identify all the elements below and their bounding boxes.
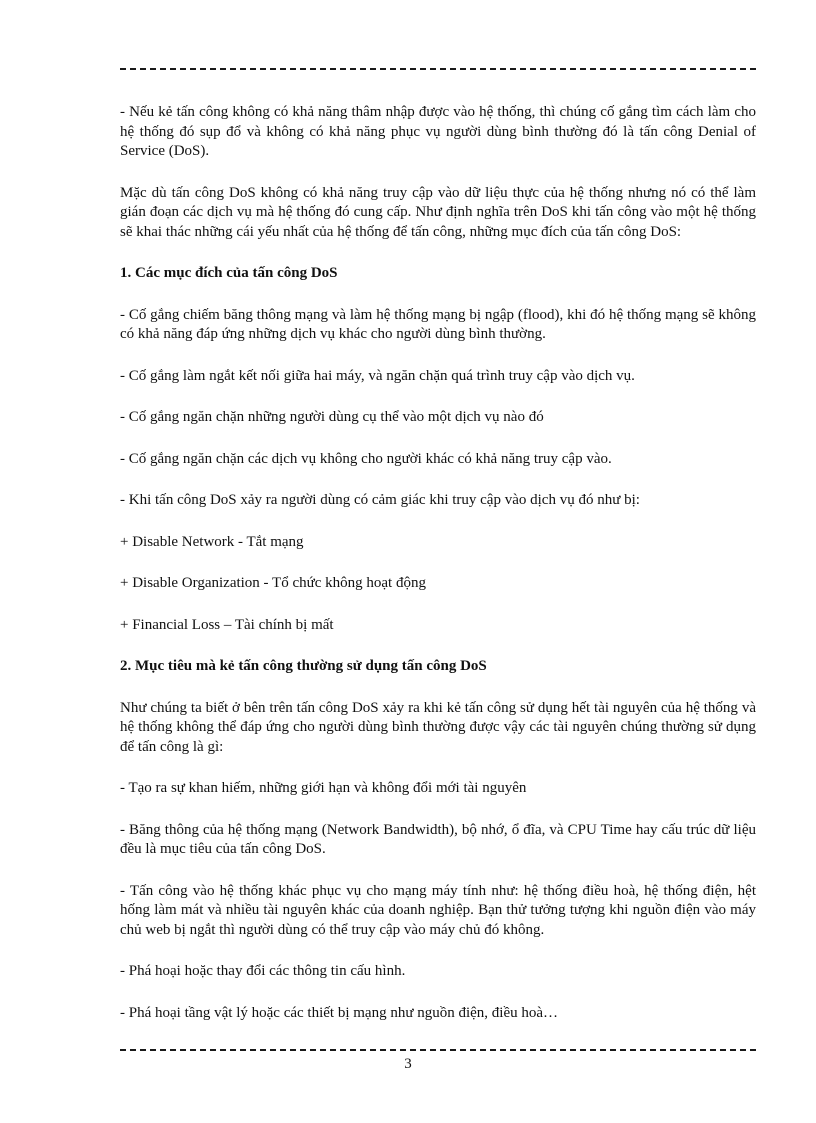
section-heading-purposes: 1. Các mục đích của tấn công DoS [120, 265, 338, 281]
list-item-disable-organization: + Disable Organization - Tổ chức không hoạt động [120, 575, 426, 591]
section-heading-targets: 2. Mục tiêu mà kẻ tấn công thường sử dụng tấn công DoS [120, 658, 487, 674]
header-divider [120, 68, 756, 70]
list-item-user-experience: - Khi tấn công DoS xảy ra người dùng có cảm giác khi truy cập vào dịch vụ đó như bị: [120, 492, 640, 508]
list-item-scarcity: - Tạo ra sự khan hiếm, những giới hạn và không đổi mới tài nguyên [120, 780, 527, 796]
page-number: 3 [404, 1056, 412, 1072]
list-item-financial-loss: + Financial Loss – Tài chính bị mất [120, 616, 334, 633]
footer-divider [120, 1049, 756, 1051]
paragraph-dos-overview: Mặc dù tấn công DoS không có khả năng truy cập vào dữ liệu thực của hệ thống nhưng nó có thể làm gián đoạn các dịch vụ mà hệ thống đó cung cấp. Như định nghĩa trên DoS khi tấn công vào một hệ thống sẽ khai thác những cái yếu nhất của hệ thống để tấn công, những mục đích của tấn công DoS: [120, 184, 756, 240]
list-item-disconnect: - Cố gắng làm ngắt kết nối giữa hai máy, và ngăn chặn quá trình truy cập vào dịch vụ. [120, 367, 635, 384]
list-item-config-tamper: - Phá hoại hoặc thay đổi các thông tin cấu hình. [120, 963, 406, 979]
list-item-infrastructure: - Tấn công vào hệ thống khác phục vụ cho mạng máy tính như: hệ thống điều hoà, hệ thống điện, hệt hống làm mát và nhiều tài nguyên khác của doanh nghiệp. Bạn thử tưởng tượng khi nguồn điện vào máy chủ web bị ngắt thì người dùng có thể truy cập vào máy chủ đó không. [120, 882, 756, 938]
list-item-block-services: - Cố gắng ngăn chặn các dịch vụ không cho người khác có khả năng truy cập vào. [120, 450, 612, 467]
list-item-disable-network: + Disable Network - Tắt mạng [120, 533, 304, 550]
list-item-block-users: - Cố gắng ngăn chặn những người dùng cụ thể vào một dịch vụ nào đó [120, 409, 544, 425]
paragraph-flood-bandwidth: - Cố gắng chiếm băng thông mạng và làm hệ thống mạng bị ngập (flood), khi đó hệ thống mạng sẽ không có khả năng đáp ứng những dịch vụ khác cho người dùng bình thường. [120, 306, 756, 342]
paragraph-resources: Như chúng ta biết ở bên trên tấn công DoS xảy ra khi kẻ tấn công sử dụng hết tài nguyên của hệ thống và hệ thống không thể đáp ứng cho người dùng bình thường được vậy các tài nguyên chúng thường sử dụng để tấn công là gì: [120, 699, 756, 755]
paragraph-intro: - Nếu kẻ tấn công không có khả năng thâm nhập được vào hệ thống, thì chúng cố gắng tìm cách làm cho hệ thống đó sụp đổ và không có khả năng phục vụ người dùng bình thường đó là tấn công Denial of Service (DoS). [120, 104, 756, 159]
list-item-physical-damage: - Phá hoại tầng vật lý hoặc các thiết bị mạng như nguồn điện, điều hoà… [120, 1004, 559, 1021]
list-item-bandwidth-memory: - Băng thông của hệ thống mạng (Network Bandwidth), bộ nhớ, ổ đĩa, và CPU Time hay cấu trúc dữ liệu đều là mục tiêu của tấn công DoS. [120, 821, 756, 857]
document-body [120, 103, 756, 1023]
